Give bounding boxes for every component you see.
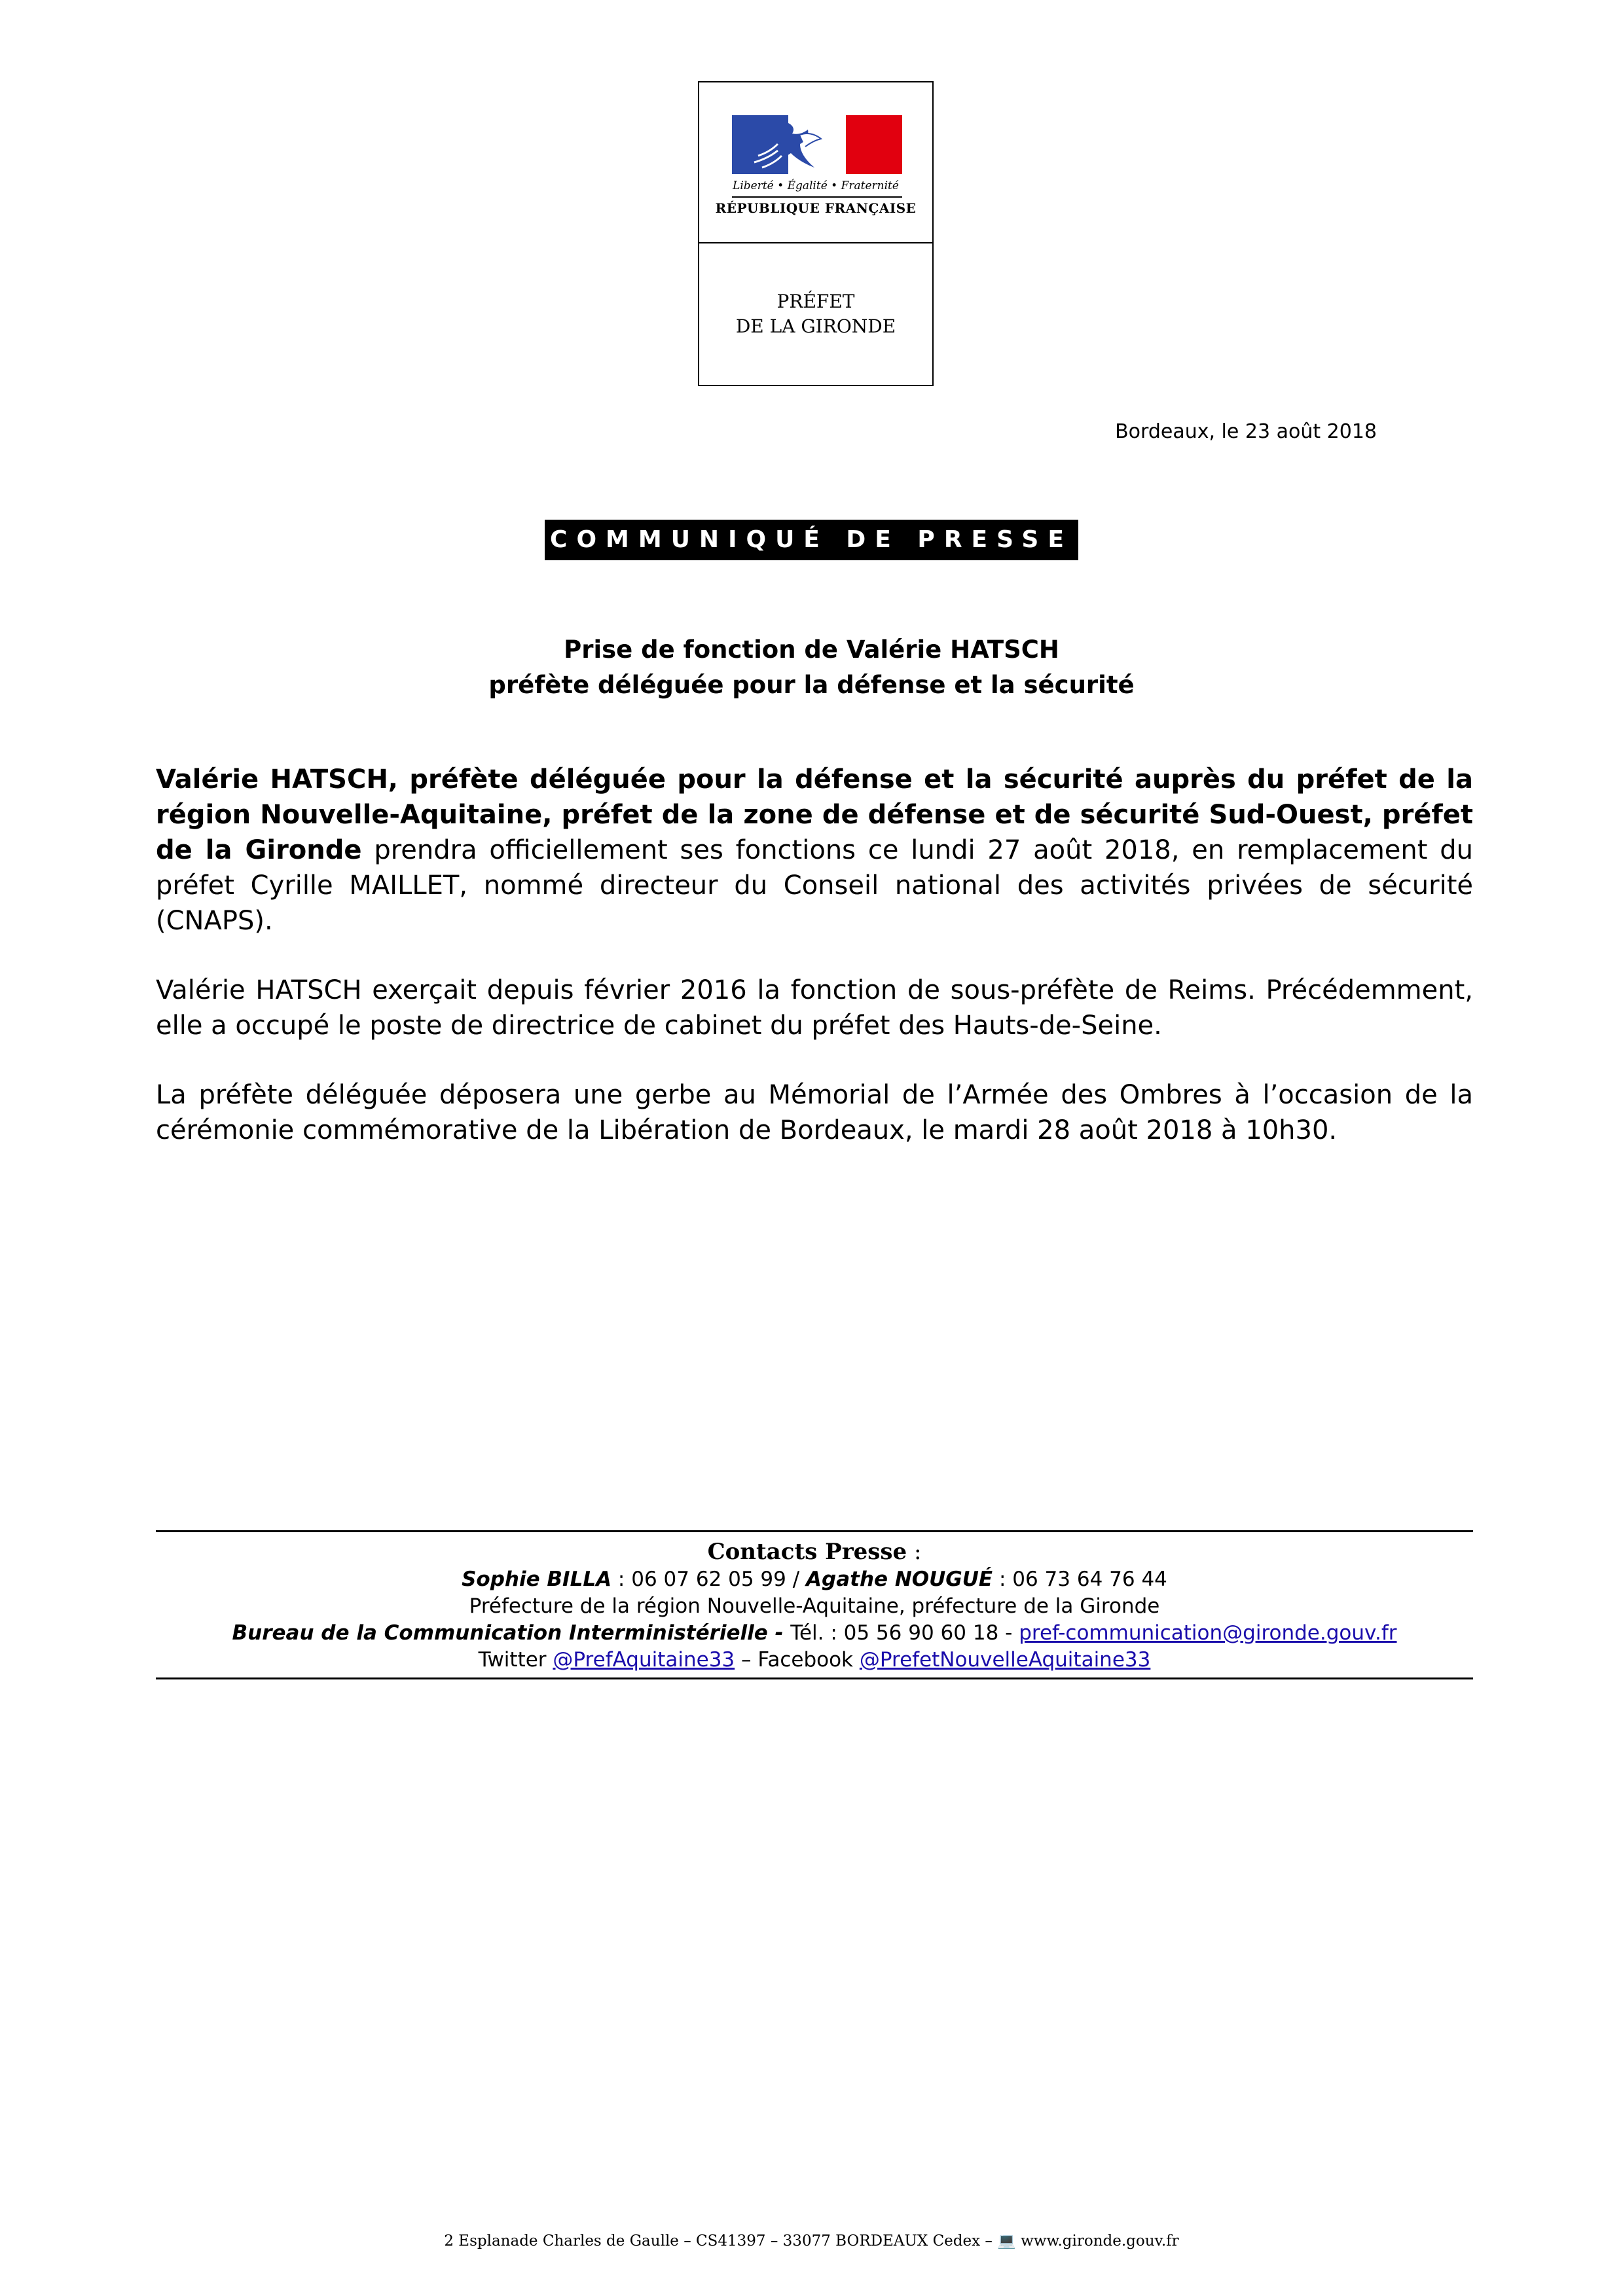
contact-phone-1: : 06 07 62 05 99 / xyxy=(611,1568,807,1591)
contact-phone-2: : 06 73 64 76 44 xyxy=(993,1568,1167,1591)
facebook-link[interactable]: @PrefetNouvelleAquitaine33 xyxy=(859,1648,1151,1672)
paragraph-3: La préfète déléguée déposera une gerbe au Mémorial de l’Armée des Ombres à l’occasion de la cérémonie commémorative de la Libération de Bordeaux, le mardi 28 août 2018 à 10h30. xyxy=(156,1080,1473,1145)
paragraph-2: Valérie HATSCH exerçait depuis février 2016 la fonction de sous-préfète de Reims. Précédemment, elle a occupé le poste de directrice de cabinet du préfet des Hauts-de-Seine. xyxy=(156,975,1473,1041)
communique-heading: COMMUNIQUÉ DE PRESSE xyxy=(545,520,1078,560)
email-link[interactable]: pref-communication@gironde.gouv.fr xyxy=(1019,1621,1397,1645)
bureau-name: Bureau de la Communication Interministérielle - xyxy=(232,1621,791,1645)
press-release-title xyxy=(0,632,1623,703)
paragraph-1 xyxy=(156,762,1473,939)
contacts-heading-colon: : xyxy=(907,1539,922,1565)
document-date: Bordeaux, le 23 août 2018 xyxy=(1115,420,1377,443)
prefecture-logo xyxy=(698,81,934,386)
press-release-body xyxy=(156,762,1473,1182)
prefet-label xyxy=(699,289,932,339)
devise-text: Liberté • Égalité • Fraternité xyxy=(733,179,899,192)
contacts-phones xyxy=(156,1566,1473,1593)
contacts-heading-line xyxy=(156,1539,1473,1566)
footer-address: 2 Esplanade Charles de Gaulle – CS41397 – 33077 BORDEAUX Cedex – 💻 www.gironde.gouv.fr xyxy=(444,2233,1179,2250)
paragraph-1-bold: Valérie HATSCH, préfète déléguée pour la défense et la sécurité auprès du préfet de la région Nouvelle-Aquitaine, préfet de la zone de défense et de sécurité Sud-Ouest, préfet de la Gironde xyxy=(156,764,1473,865)
logo-divider xyxy=(699,242,932,243)
communique-heading-wrap xyxy=(0,520,1623,560)
republique-francaise: RÉPUBLIQUE FRANÇAISE xyxy=(715,200,917,216)
press-contacts xyxy=(156,1530,1473,1679)
contacts-prefecture: Préfecture de la région Nouvelle-Aquitaine, préfecture de la Gironde xyxy=(469,1594,1160,1618)
contacts-social-line xyxy=(156,1647,1473,1674)
title-line-1: Prise de fonction de Valérie HATSCH xyxy=(564,636,1059,664)
devise-rule xyxy=(732,196,902,198)
contacts-bureau-line xyxy=(156,1620,1473,1647)
contact-name-1: Sophie BILLA xyxy=(462,1568,612,1591)
twitter-link[interactable]: @PrefAquitaine33 xyxy=(553,1648,735,1672)
paragraph-1-rest: prendra officiellement ses fonctions ce lundi 27 août 2018, en remplacement du préfet Cyrille MAILLET, nommé directeur du Conseil national des activités privées de sécurité (CNAPS). xyxy=(156,835,1473,936)
contact-name-2: Agathe NOUGUÉ xyxy=(806,1568,993,1591)
marianne-logo-icon xyxy=(732,115,902,174)
prefet-line-1: PRÉFET xyxy=(776,291,855,312)
title-line-2: préfète déléguée pour la défense et la sécurité xyxy=(488,671,1135,699)
twitter-label: Twitter xyxy=(478,1648,553,1672)
facebook-label: – Facebook xyxy=(735,1648,860,1672)
prefet-line-2: DE LA GIRONDE xyxy=(735,315,896,337)
bureau-phone: Tél. : 05 56 90 60 18 - xyxy=(790,1621,1019,1645)
contacts-heading: Contacts Presse xyxy=(707,1539,907,1565)
